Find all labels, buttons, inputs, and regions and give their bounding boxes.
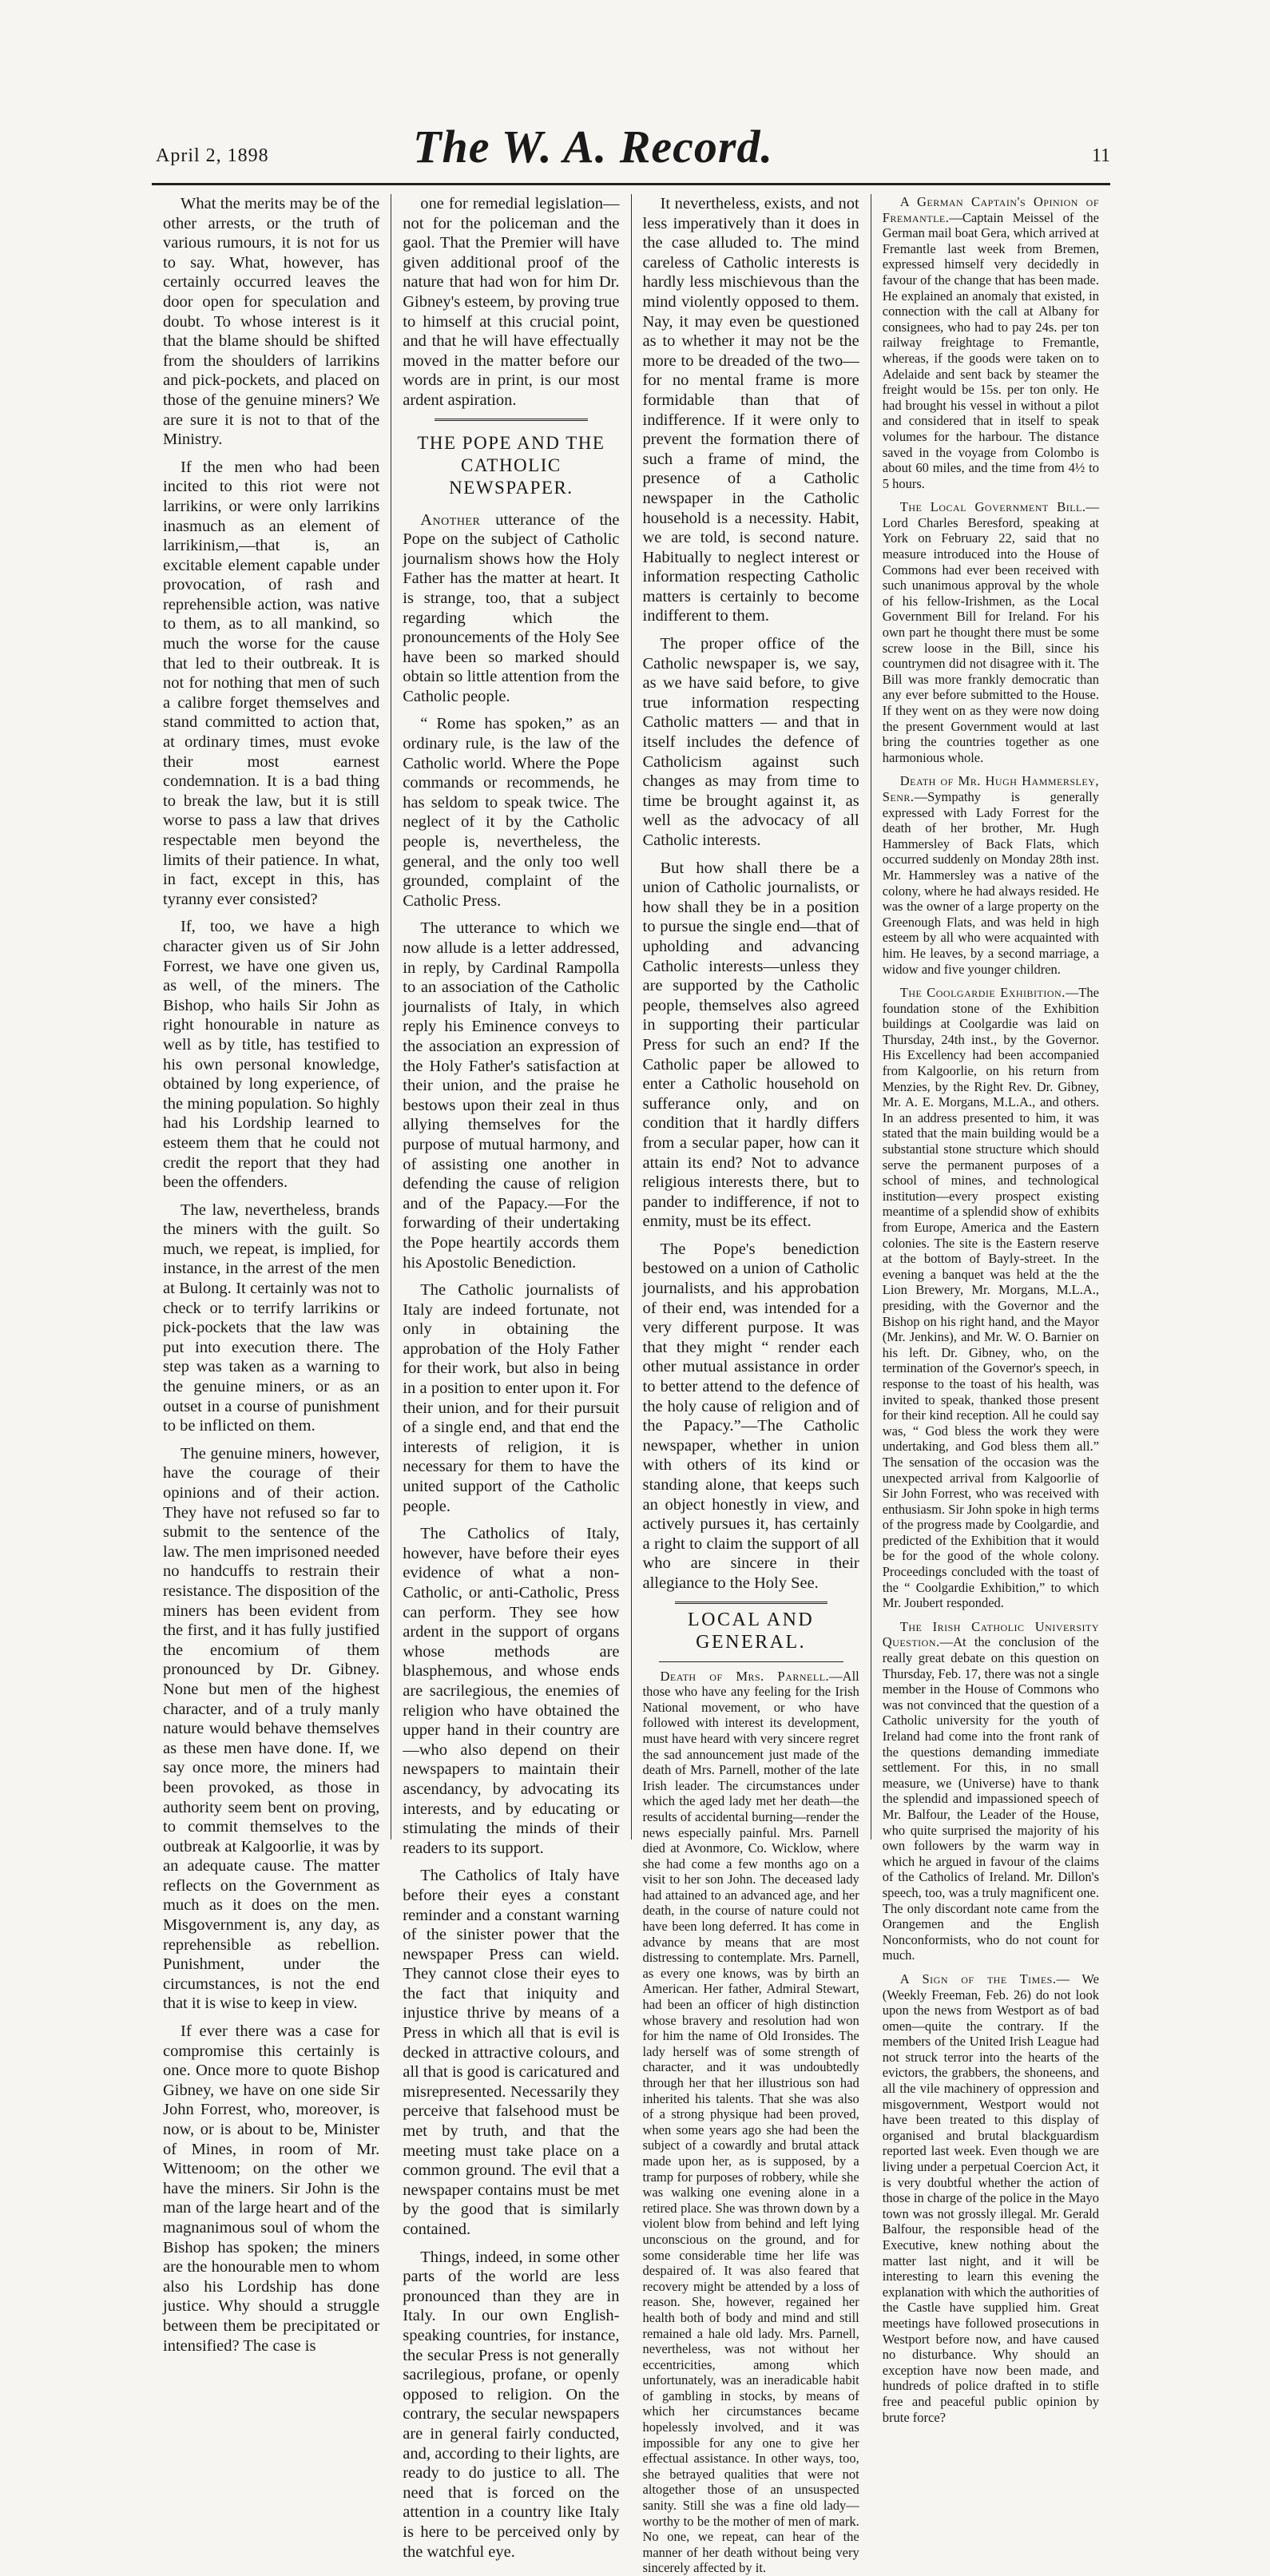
news-item [643,1669,859,2576]
paragraph: It nevertheless, exists, and not less imperatively than it does in the case alluded to. The mind careless of Catholic interests is hardly less mischievous than the mind violently opposed to them. Nay, it may even be questioned as to whether it may not be the more to be dreaded of the two—for no mental frame is more formidable than that of indifference. If it were only to prevent the formation there of such a frame of mind, the presence of a Catholic newspaper in the Catholic household is a necessity. Habit, we are told, is second nature. Habitually to neglect interest or information respecting Catholic matters is certainly to become indifferent to them. [642,195,859,625]
local-general-heading: LOCAL AND GENERAL. [687,1609,815,1653]
page-number: 11 [1091,145,1110,166]
paragraph: The law, nevertheless, brands the miners with the guilt. So much, we repeat, is implied, for instance, in the arrest of the men at Bulong. It certainly was not to check or to terrify larrikins or pick-pockets that the law was put into execution there. The step was taken as a warning to the genuine miners, or as an outset in a course of punishment to be inflicted on them. [163,1201,380,1435]
paragraph: The utterance to which we now allude is a letter addressed, in reply, by Cardinal Rampolla to an association of the Catholic journalists of Italy, in which reply his Eminence conveys to the association an expression of the Holy Father's satisfaction at their union, and the praise he bestows upon their zeal in thus allying themselves for the purpose of mutual harmony, and of assisting one another in defending the cause of religion and of the Papacy.—For the forwarding of their undertaking the Pope heartily accords them his Apostolic Benediction. [403,919,620,1272]
news-item [883,499,1099,765]
column-4 [871,194,1110,2425]
section-divider [435,419,587,421]
column-1 [152,194,391,2355]
paragraph [403,510,619,707]
item-text: —The foundation stone of the Exhibition buildings at Coolgardie was laid on Thursday, 24th inst., by the Governor. His Excellency had been accompanied from Kalgoorlie, on his return from Menzies, by the Right Rev. Dr. Gibney, Mr. A. E. Morgans, M.L.A., and others. In an address presented to him, it was stated that the main building would be a substantial stone structure which should serve the permanent purposes of a school of mines, and technological institution—every prospect existing meantime of a splendid show of exhibits from Europe, America and the Eastern colonies. The site is the Eastern reserve at the bottom of Bayly-street. In the evening a banquet was held at the the Lion Brewery, Mr. Morgans, M.L.A., presiding, with the Governor and the Bishop on his right hand, and the Mayor (Mr. Jenkins), and Mr. W. O. Barnier on his left. Dr. Gibney, who, on the termination of the Governor's speech, in response to the toast of his health, was invited to speak, thanked those present for their kind reception. All he could say was, “ God bless the work they were undertaking, and God bless them all.” The sensation of the occasion was the unexpected arrival from Kalgoorlie of Sir John Forrest, who was received with enthusiasm. Sir John spoke in high terms of the progress made by Coolgardie, and predicted of the Exhibition that it would be for the good of the whole colony. Proceedings concluded with the toast of the “ Coolgardie Exhibition,” to which Mr. Joubert responded. [882,985,1099,1611]
header-rule [152,183,1110,185]
paragraph: Things, indeed, in some other parts of the world are less pronounced than they are in Italy. In our own English-speaking countries, for instance, the secular Press is not generally sacrilegious, profane, or openly opposed to religion. On the contrary, the secular newspapers are in general fairly conducted, and, according to their lights, are ready to do justice to all. The need that is forced on the attention in a country like Italy is here to be perceived only by the watchful eye. [403,2248,620,2561]
paragraph: “ Rome has spoken,” as an ordinary rule, is the law of the Catholic world. Where the Pope commands or recommends, he has seldom to speak twice. The neglect of it by the Catholic people is, nevertheless, the general, and the only too well grounded, complaint of the Catholic Press. [403,715,620,910]
paragraph: The genuine miners, however, have the courage of their opinions and of their action. They have not refused so far to submit to the sentence of the law. The men imprisoned needed no handcuffs to restrain their resistance. The disposition of the miners has been evident from the first, and it has fully justified the encomium of them pronounced by Dr. Gibney. None but men of the highest character, and of a truly manly nature would behave themselves as these men have done. If, we say once more, the miners had been provoked, as those in authority seem bent on proving, to commit themselves to the outbreak at Kalgoorlie, it was by an adequate cause. The matter reflects on the Government as much as it does on the men. Misgovernment is, any day, as reprehensible as rebellion. Punishment, under the circumstances, is not the end that it is wise to keep in view. [163,1444,380,2013]
item-text: —Lord Charles Beresford, speaking at York on February 22, said that no measure introduced into the House of Commons had ever been received with such unanimous approval by the whole of his fellow-Irishmen, as the Local Government Bill for Ireland. For his own part he thought there must be some screw loose in the Bill, since his countrymen did not disagree with it. The Bill was more frankly democratic than any ever before submitted to the House. If they went on as they were now doing the present Government would at last bring the countries together as one harmonious whole. [882,499,1099,765]
paragraph: The Catholics of Italy, however, have before their eyes evidence of what a non-Catholic, or anti-Catholic, Press can perform. They see how ardent in the support of organs whose methods are blasphemous, and whose ends are sacrilegious, the enemies of religion who have obtained the upper hand in their country are—who also depend on their newspapers to maintain their ascendancy, by advocating its interests, and by educating or stimulating the minds of their readers to its support. [403,1525,620,1857]
news-item [883,985,1099,1611]
item-lead: Death of Mrs. Parnell. [660,1668,830,1684]
column-3 [631,194,871,2576]
paragraph: If the men who had been incited to this riot were not larrikins, or were only larrikins inasmuch as an element of larrikinism,—that is, an excitable element capable under provocation, of rash and reprehensible action, was native to them, as to all mankind, so much the worse for the cause that led to their outbreak. It is not for nothing that men of such a calibre forget themselves and stand committed to action that, at ordinary times, must evoke their most earnest condemnation. It is a bad thing to break the law, but it is still worse to pass a law that drives respectable men beyond the limits of their patience. In what, in fact, except in this, has tyranny ever consisted? [163,458,380,908]
paragraph: The proper office of the Catholic newspaper is, we say, as we have said before, to give true information respecting Catholic matters — and that in itself includes the defence of Catholicism against such changes as may from time to time be brought against it, as well as the advocacy of all Catholic interests. [642,635,859,849]
paragraph: But how shall there be a union of Catholic journalists, or how shall they be in a position to pursue the single end—that of upholding and advancing Catholic interests—unless they are supported by the Catholic people, themselves also agreed in supporting their particular Press for such an end? If the Catholic paper be allowed to enter a Catholic household on sufferance only, and on condition that it hardly differs from a secular paper, how can it attain its end? Not to advance religious interests there, but to pander to indifference, if not to enmity, must be its effect. [642,859,859,1231]
paragraph: If ever there was a case for compromise this certainly is one. Once more to quote Bishop Gibney, we have on one side Sir John Forrest, who, moreover, is now, or is about to be, Minister of Mines, in room of Mr. Wittenoom; on the other we have the miners. Sir John is the man of the large heart and of the magnanimous soul of whom the Bishop has spoken; the miners are the honourable men to whom also his Lordship has done justice. Why should a struggle between them be precipitated or intensified? The case is [163,2022,380,2355]
item-text: — We (Weekly Freeman, Feb. 26) do not look upon the news from Westport as of bad omen—quite the contrary. If the members of the United Irish League had not struck terror into the hearts of the evictors, the grabbers, the shoneens, and all the vile machinery of oppression and misgovernment, Westport would not have been treated to this display of organised and brutal blackguardism reported last week. Even though we are living under a perpetual Coercion Act, it is very doubtful whether the action of those in charge of the police in the Mayo town was not grossly illegal. Mr. Gerald Balfour, the responsible head of the Executive, knew nothing about the matter last night, and it will be interesting to learn this evening the explanation with which the authorities of the Castle have supplied him. Great meetings have followed prosecutions in Westport before now, and have caused no disturbance. Why should an exception have now been made, and hundreds of police drafted in to stifle free and peaceful public opinion by brute force? [882,1971,1099,2425]
paragraph: The Catholics of Italy have before their eyes a constant reminder and a constant warning of the sinister power that the newspaper Press can wield. They cannot close their eyes to the fact that iniquity and injustice thrive by means of a Press in which all that is evil is decked in attractive colours, and all that is good is caricatured and misrepresented. Necessarily they perceive that falsehood must be met by truth, and that the meeting must take place on a common ground. The evil that a newspaper contains must be met by the good that is similarly contained. [403,1867,620,2238]
item-lead: The Coolgardie Exhibition. [899,985,1066,1001]
news-item [883,773,1099,977]
item-lead: A German Captain's Opinion of Fremantle. [882,194,1099,225]
item-text: —At the conclusion of the really great debate on this question on Thursday, Feb. 17, there was not a single member in the House of Commons who was not convinced that the question of a Catholic university for the youth of Ireland had come into the front rank of the questions demanding immediate settlement. For this, in no small measure, we (Universe) have to thank the splendid and impassioned speech of Mr. Balfour, the Leader of the House, who quite surprised the majority of his own followers by the warm way in which he argued in favour of the claims of the Catholics of Ireland. Mr. Dillon's speech, too, was a truly magnificent one. The only discordant note came from the Orangemen and the English Nonconformists, who do not count for much. [882,1634,1099,1963]
paragraph: What the merits may be of the other arrests, or the truth of various rumours, it is not for us to say. What, however, has certainly occurred leaves the door open for speculation and doubt. To whose interest is it that the blame should be shifted from the shoulders of larrikins and pick-pockets, and placed on those of the genuine miners? We are sure it is not to that of the Ministry. [163,195,380,449]
paragraph: The Pope's benediction bestowed on a union of Catholic journalists, and his approbation of their end, was intended for a very different purpose. It was that they might “ render each other mutual assistance in order to better attend to the defence of the holy cause of religion and of the Papacy.”—The Catholic newspaper, whether in union with others of its kind or standing alone, that keeps such an object honestly in view, and actively pursues it, has certainly a right to claim the support of all who are sincere in their allegiance to the Holy See. [642,1240,859,1592]
paragraph: one for remedial legislation—not for the policeman and the gaol. That the Premier will have given additional proof of the nature that had won for him Dr. Gibney's esteem, by proving true to himself at this crucial point, and that he will have effectually moved in the matter before our words are in print, is our most ardent aspiration. [403,195,620,409]
column-2 [391,194,630,2561]
columns [152,194,1110,2576]
paragraph-text: utterance of the Pope on the subject of Catholic journalism shows how the Holy Father has the matter at heart. It is strange, too, that a subject regarding which the pronouncements of the Holy See have been so marked should obtain so little attention from the Catholic people. [403,510,620,705]
article-heading: THE POPE AND THE CATHOLIC NEWSPAPER. [417,432,605,498]
lead-word: Another [420,510,481,529]
issue-date: April 2, 1898 [156,145,269,166]
paragraph: If, too, we have a high character given us of Sir John Forrest, we have one given us, as well, of the miners. The Bishop, who hails Sir John as right honourable in nature as well as by title, has testified to his own personal knowledge, obtained by long experience, of the mining population. So highly had his Lordship learned to esteem them that he could not credit the report that they had been the offenders. [163,918,380,1192]
item-text: —All those who have any feeling for the Irish National movement, or who have followed with interest its development, must have heard with very sincere regret the sad announcement just made of the death of Mrs. Parnell, mother of the late Irish leader. The circumstances under which the aged lady met her death—the results of accidental burning—render the news especially painful. Mrs. Parnell died at Avonmore, Co. Wicklow, where she had come a few months ago on a visit to her son John. The deceased lady had attained to an advanced age, and her death, in the course of nature could not have been long deferred. It has come in advance by means that are most distressing to contemplate. Mrs. Parnell, as every one knows, was by birth an American. Her father, Admiral Stewart, had been an officer of high distinction whose bravery and resolution had won for him the name of Old Ironsides. The lady herself was of some strength of character, and it was undoubtedly through her that her illustrious son had inherited his talents. That she was also of a strong physique had been proved, when some years ago she had been the subject of a cowardly and brutal attack made upon her, as is supposed, by a tramp for purposes of robbery, while she was walking one evening alone in a retired place. She was thrown down by a violent blow from behind and left lying unconscious on the ground, and for some considerable time her life was despaired of. It was also feared that recovery might be attended by a loss of reason. She, however, regained her health both of body and mind and still remained a hale old lady. Mrs. Parnell, nevertheless, was not without her eccentricities, among which unfortunately, was an ineradicable habit of gambling in stocks, by means of which her circumstances became hopelessly involved, and it was impossible for any one to give her effectual assistance. In other ways, too, she betrayed qualities that were not altogether those of an unsuspected sanity. Still she was a fine old lady—worthy to be the mother of men of mark. No one, we repeat, can hear of the manner of her death without being very sincerely affected by it. [642,1668,859,2576]
item-lead: Death of Mr. Hugh Hammersley, Senr. [882,773,1099,804]
news-item [883,1619,1099,1963]
news-item [883,194,1099,491]
section-divider [675,1602,827,1604]
newspaper-title: The W. A. Record. [413,121,773,173]
item-text: —Captain Meissel of the German mail boat Gera, which arrived at Fremantle last week from Bremen, expressed himself very decidedly in favour of the change that has been made. He explained an anomaly that existed, in connection with the call at Albany for consignees, who had to pay 24s. per ton railway freightage to Fremantle, whereas, if the goods were taken on to Adelaide and sent back by steamer the freight would be 15s. per ton only. He had brought his vessel in without a pilot and considered that in itself to speak volumes for the harbour. The distance saved in the voyage from Colombo is about 60 miles, and the time from 4½ to 5 hours. [882,209,1099,491]
item-text: —Sympathy is generally expressed with Lady Forrest for the death of her brother, Mr. Hugh Hammersley of Back Flats, which occurred suddenly on Monday 28th inst. Mr. Hammersley was a native of the colony, where he had always resided. He was the owner of a large property on the Greenough Flats, and was held in high esteem by all who were acquainted with him. He leaves, by a second marriage, a widow and five younger children. [882,788,1099,977]
heading-rule [659,1661,843,1662]
news-item [883,1971,1099,2425]
item-lead: The Local Government Bill. [899,499,1086,515]
item-lead: A Sign of the Times. [899,1971,1057,1987]
item-lead: The Irish Catholic University Question. [882,1618,1099,1650]
paragraph: The Catholic journalists of Italy are indeed fortunate, not only in obtaining the approbation of the Holy Father for their work, but also in being in a position to enter upon it. For their union, and for their pursuit of a single end, and that end the interests of religion, it is necessary for them to have the united support of the Catholic people. [403,1281,620,1515]
masthead [76,120,1110,176]
